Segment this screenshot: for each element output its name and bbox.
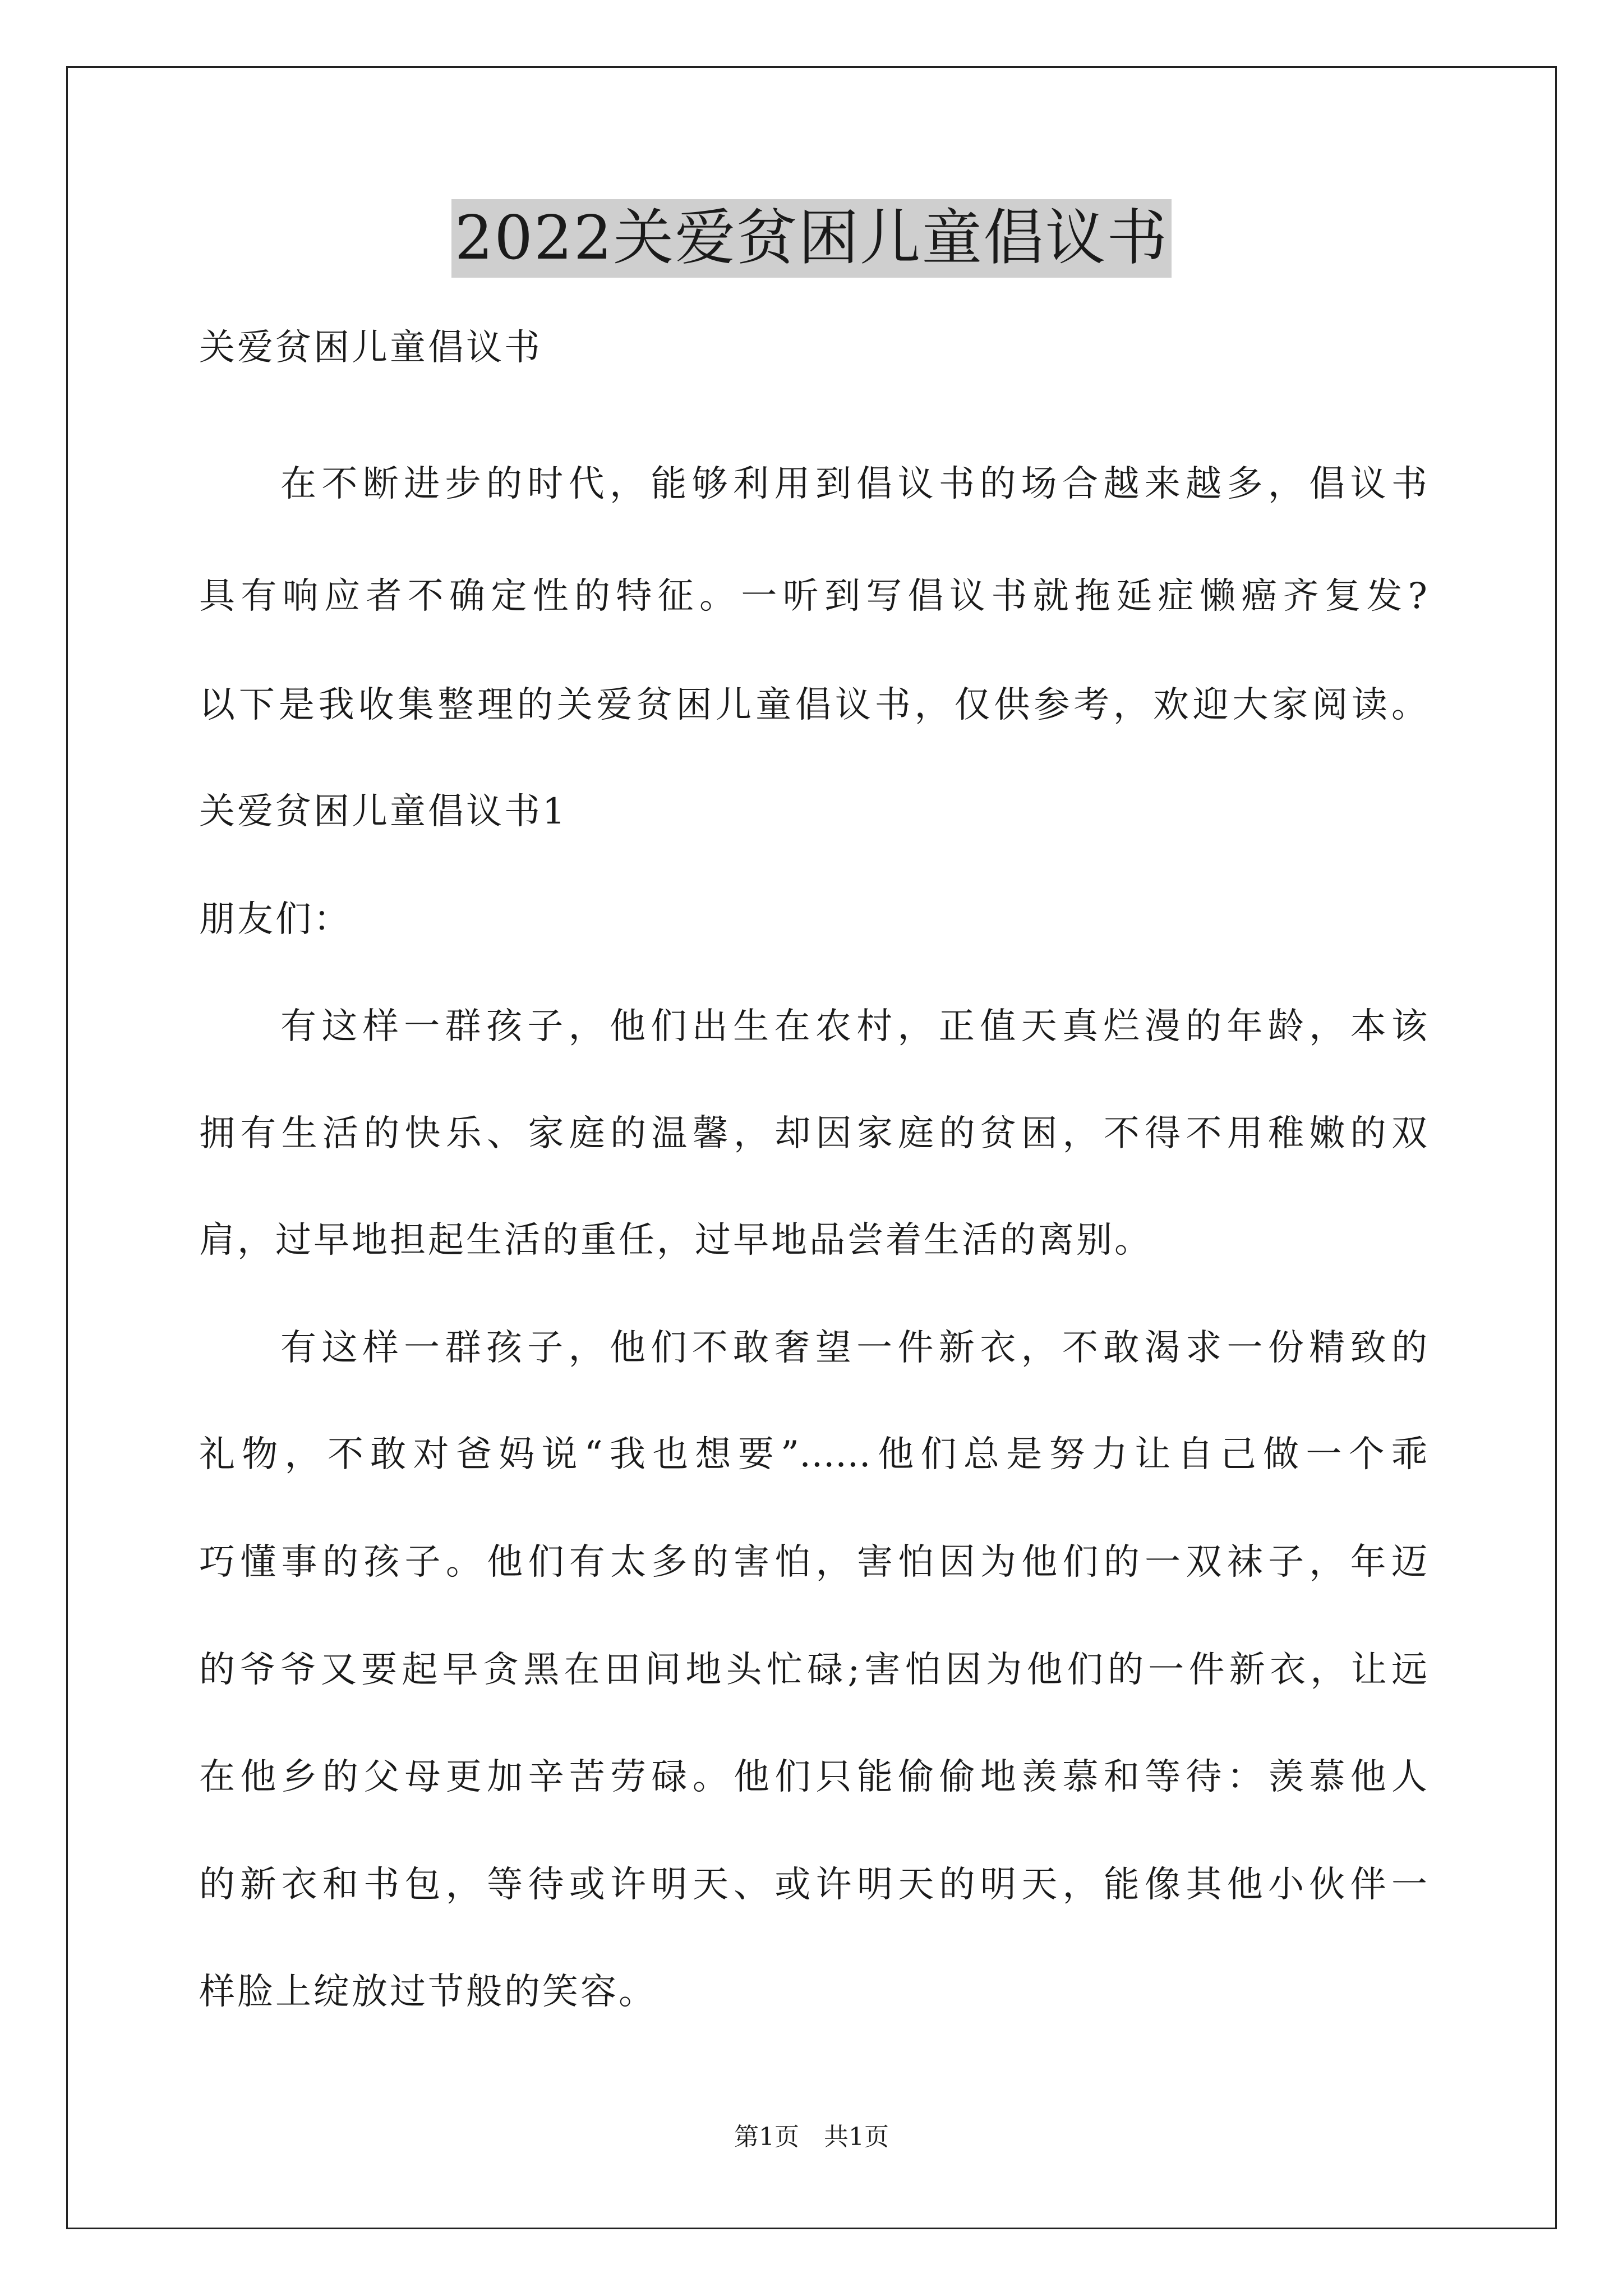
paragraph-line: 的新衣和书包，等待或许明天、或许明天的明天，能像其他小伙伴一 xyxy=(199,1864,1427,1906)
paragraph-line: 样脸上绽放过节般的笑容。 xyxy=(199,1971,657,2013)
paragraph-line: 在不断进步的时代，能够利用到倡议书的场合越来越多，倡议书 xyxy=(280,463,1427,505)
paragraph-line: 具有响应者不确定性的特征。一听到写倡议书就拖延症懒癌齐复发? xyxy=(199,576,1427,617)
paragraph-line: 在他乡的父母更加辛苦劳碌。他们只能偷偷地羡慕和等待：羡慕他人 xyxy=(199,1756,1427,1798)
subtitle-line: 关爱贫困儿童倡议书 xyxy=(199,327,542,369)
paragraph-line: 肩，过早地担起生活的重任，过早地品尝着生活的离别。 xyxy=(199,1220,1152,1261)
paragraph-line: 拥有生活的快乐、家庭的温馨，却因家庭的贫困，不得不用稚嫩的双 xyxy=(199,1113,1427,1154)
paragraph-line: 以下是我收集整理的关爱贫困儿童倡议书，仅供参考，欢迎大家阅读。 xyxy=(199,684,1427,726)
salutation: 朋友们： xyxy=(199,899,352,940)
page-footer: 第1页 共1页 xyxy=(734,2123,889,2151)
paragraph-line: 的爷爷又要起早贪黑在田间地头忙碌;害怕因为他们的一件新衣，让远 xyxy=(199,1649,1427,1691)
section-heading: 关爱贫困儿童倡议书1 xyxy=(199,791,568,832)
paragraph-line: 巧懂事的孩子。他们有太多的害怕，害怕因为他们的一双袜子，年迈 xyxy=(199,1542,1427,1583)
paragraph-line: 有这样一群孩子，他们出生在农村，正值天真烂漫的年龄，本该 xyxy=(280,1006,1427,1047)
paragraph-line: 礼物，不敢对爸妈说“我也想要”……他们总是努力让自己做一个乖 xyxy=(199,1434,1427,1475)
paragraph-line: 有这样一群孩子，他们不敢奢望一件新衣，不敢渴求一份精致的 xyxy=(280,1327,1427,1369)
title-container xyxy=(0,199,1623,278)
document-title: 2022关爱贫困儿童倡议书 xyxy=(451,199,1172,278)
